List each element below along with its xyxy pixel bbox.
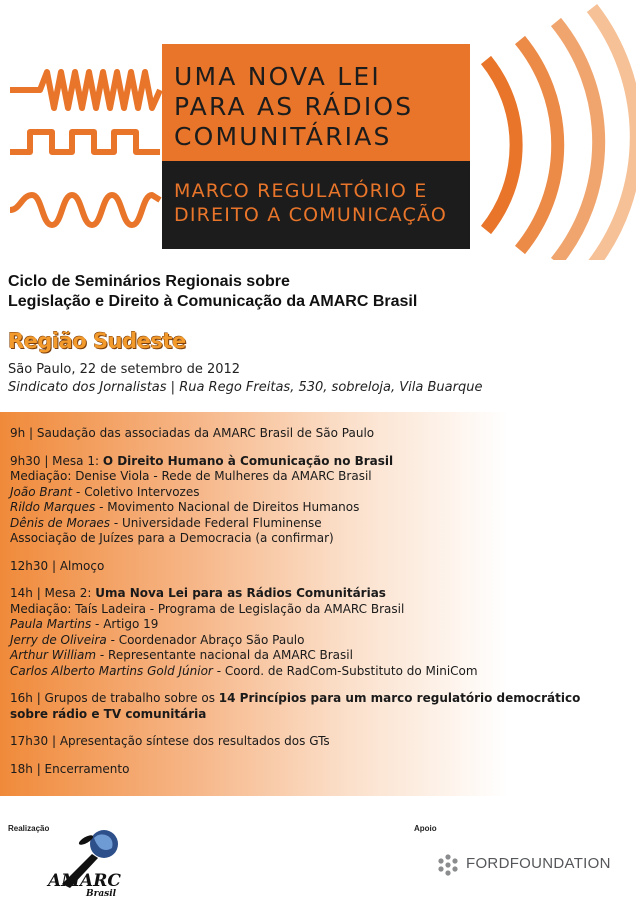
ford-foundation-logo xyxy=(436,850,616,880)
program-panel xyxy=(0,412,636,796)
intro-heading xyxy=(8,272,628,312)
sine-wave-bottom xyxy=(10,195,160,225)
amarc-logo-text: AMARC xyxy=(48,871,121,891)
speaker-name: Paula Martins xyxy=(10,617,92,631)
speaker-role: - Universidade Federal Fluminense xyxy=(110,515,322,530)
subtitle-line-1: MARCO REGULATÓRIO E xyxy=(174,180,428,202)
speaker-name: Rildo Marques xyxy=(10,500,96,514)
intro-line-2: Legislação e Direito à Comunicação da AMARC Brasil xyxy=(8,293,418,310)
ford-foundation-mark-icon xyxy=(436,853,460,877)
mesa-2-mediation: Mediação: Taís Ladeira - Programa de Legislação da AMARC Brasil xyxy=(10,601,405,616)
mesa-1-title: O Direito Humano à Comunicação no Brasil xyxy=(102,453,394,468)
program-item-lunch xyxy=(10,559,626,575)
item-text: 17h30 | Apresentação síntese dos resultados dos GTs xyxy=(10,734,330,748)
title-line-1: UMA NOVA LEI xyxy=(174,62,381,91)
intro-line-1: Ciclo de Seminários Regionais sobre xyxy=(8,273,290,290)
program-item-work-groups xyxy=(10,691,626,722)
speaker-role: - Coletivo Intervozes xyxy=(72,484,200,499)
radio-arc-2 xyxy=(520,40,558,250)
region-title: Região Sudeste xyxy=(8,329,186,353)
speaker-role: - Artigo 19 xyxy=(91,617,159,631)
speaker-name: Jerry de Oliveira xyxy=(10,632,107,647)
speaker-role: - Representante nacional da AMARC Brasil xyxy=(96,648,353,662)
speaker-name: Arthur William xyxy=(10,648,97,662)
subtitle-box xyxy=(162,161,470,249)
event-venue: Sindicato dos Jornalistas | Rua Rego Freitas, 530, sobreloja, Vila Buarque xyxy=(8,380,483,395)
title-line-3: COMUNITÁRIAS xyxy=(174,122,392,151)
title-line-2: PARA AS RÁDIOS xyxy=(174,92,414,121)
realizacao-label: Realização xyxy=(8,824,50,833)
work-groups-title: 14 Princípios para um marco regulatório democrático sobre rádio e TV comunitária xyxy=(10,691,581,721)
program-item-mesa-2 xyxy=(10,586,626,679)
item-prefix: 14h | Mesa 2: xyxy=(10,586,96,600)
amarc-brasil-logo xyxy=(42,826,142,898)
speaker-line xyxy=(10,500,626,516)
square-wave-middle xyxy=(10,132,160,152)
item-text: 12h30 | Almoço xyxy=(10,558,105,573)
subtitle-line-2: DIREITO A COMUNICAÇÃO xyxy=(174,204,448,226)
program-item-closing xyxy=(10,762,626,778)
speaker-name: João Brant xyxy=(10,484,73,499)
item-prefix: 16h | Grupos de trabalho sobre os xyxy=(10,691,219,705)
speaker-line xyxy=(10,648,626,664)
speaker-line xyxy=(10,664,626,680)
radio-arc-1 xyxy=(486,60,516,230)
item-text: 9h | Saudação das associadas da AMARC Brasil de São Paulo xyxy=(10,426,375,440)
event-date: São Paulo, 22 de setembro de 2012 xyxy=(8,362,241,377)
program-item-opening xyxy=(10,426,626,442)
program-item-synthesis xyxy=(10,734,626,750)
amarc-logo-subtext: Brasil xyxy=(86,889,117,898)
mesa-1-extra: Associação de Juízes para a Democracia (a confirmar) xyxy=(10,531,334,545)
sine-wave-top xyxy=(10,72,160,108)
item-text: 18h | Encerramento xyxy=(10,761,130,776)
speaker-role: - Coordenador Abraço São Paulo xyxy=(106,632,305,647)
speaker-name: Dênis de Moraes xyxy=(10,515,111,530)
apoio-label: Apoio xyxy=(414,824,437,833)
ford-foundation-text: FORDFOUNDATION xyxy=(466,855,611,872)
program-item-mesa-1 xyxy=(10,454,626,547)
speaker-line xyxy=(10,617,626,633)
speaker-name: Carlos Alberto Martins Gold Júnior xyxy=(10,663,213,678)
speaker-role: - Movimento Nacional de Direitos Humanos xyxy=(95,500,360,514)
mesa-2-title: Uma Nova Lei para as Rádios Comunitárias xyxy=(95,586,386,600)
mesa-1-mediation: Mediação: Denise Viola - Rede de Mulheres da AMARC Brasil xyxy=(10,469,372,483)
item-prefix: 9h30 | Mesa 1: xyxy=(10,453,103,468)
speaker-line xyxy=(10,633,626,649)
speaker-role: - Coord. de RadCom-Substituto do MiniCom xyxy=(212,663,478,678)
speaker-line xyxy=(10,516,626,532)
title-box xyxy=(162,44,470,161)
speaker-line xyxy=(10,485,626,501)
